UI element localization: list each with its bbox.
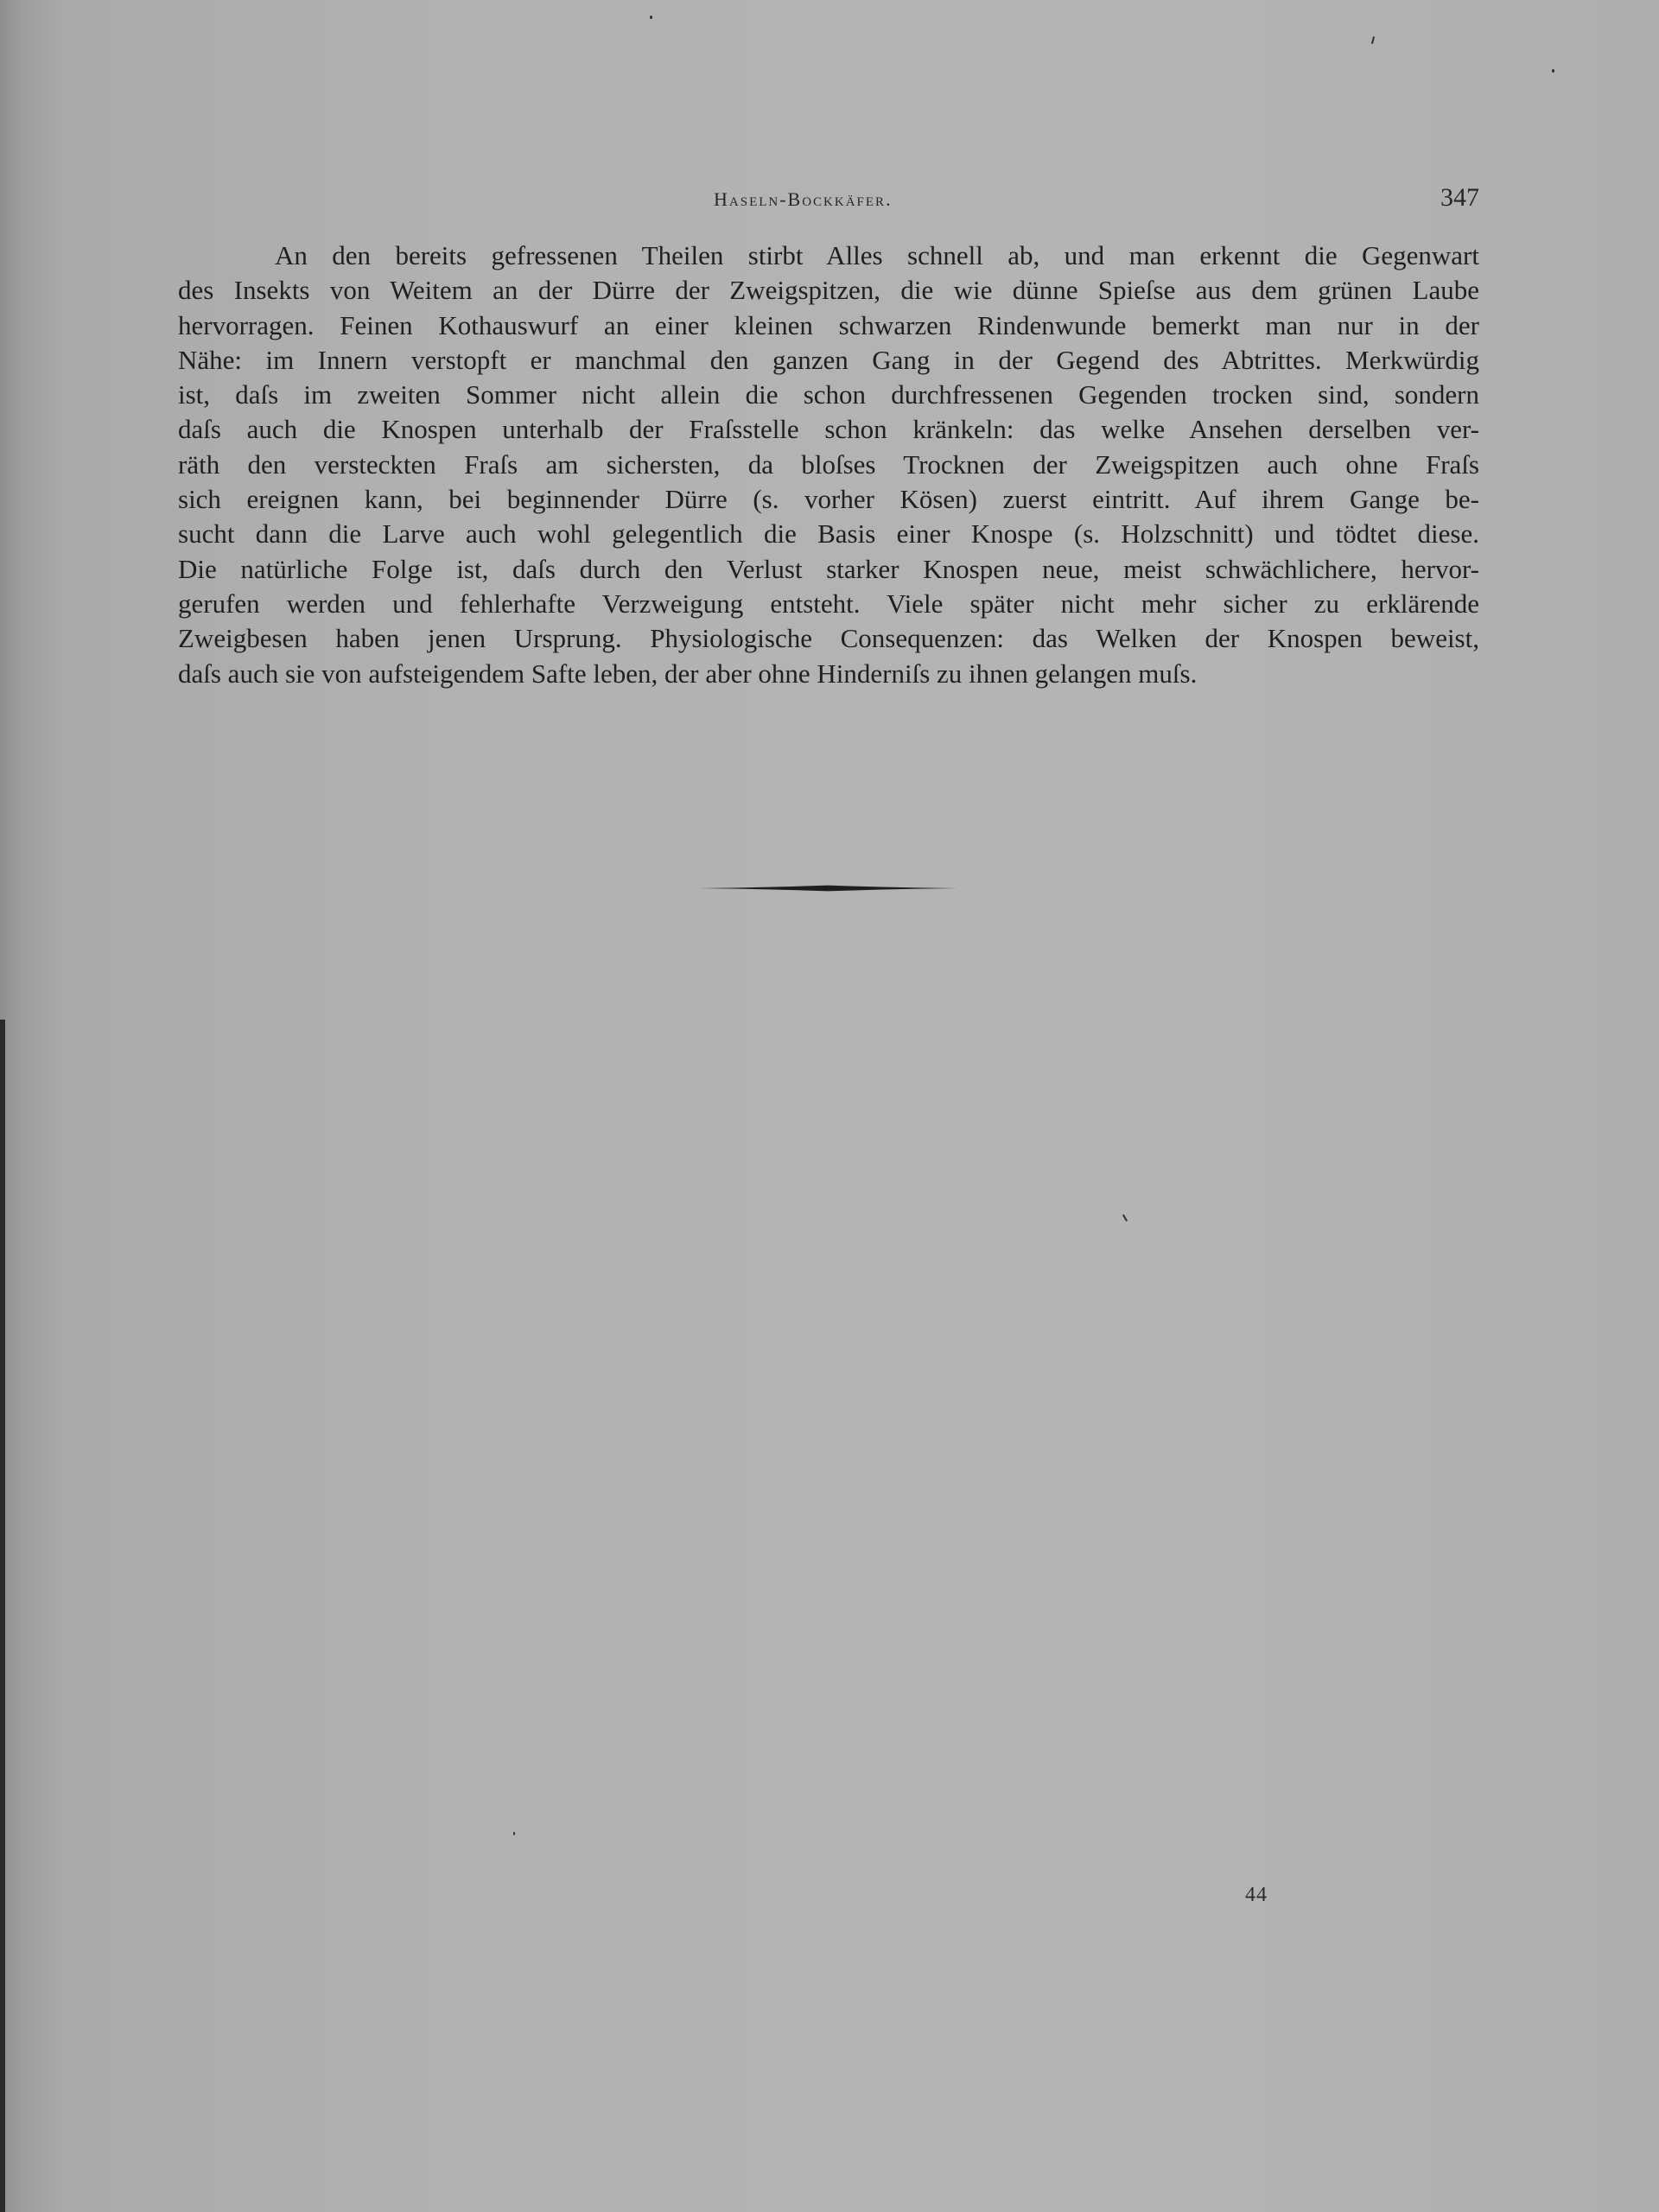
text-line: daſs auch die Knospen unterhalb der Fraſsstelle schon kränkeln: das welke Ansehen derselben ver- bbox=[178, 414, 1479, 445]
text-line: des Insekts von Weitem an der Dürre der Zweigspitzen, die wie dünne Spieſse aus dem grünen Laube bbox=[178, 275, 1479, 306]
page-number: 347 bbox=[1440, 183, 1479, 212]
running-head bbox=[178, 183, 1479, 218]
running-title: Haseln-Bockkäfer. bbox=[714, 188, 893, 210]
scan-speck bbox=[1371, 36, 1375, 44]
text-line: sich ereignen kann, bei beginnender Dürre (s. vorher Kösen) zuerst eintritt. Auf ihrem Gange be- bbox=[178, 484, 1479, 515]
page-binding-edge bbox=[0, 1020, 5, 2212]
text-line: räth den versteckten Fraſs am sichersten, da bloſses Trocknen der Zweigspitzen auch ohne Fraſs bbox=[178, 448, 1479, 480]
text-line: Zweigbesen haben jenen Ursprung. Physiologische Consequenzen: das Welken der Knospen beweist, bbox=[178, 623, 1479, 654]
scan-speck bbox=[513, 1832, 515, 1835]
text-line: Die natürliche Folge ist, daſs durch den Verlust starker Knospen neue, meist schwächlichere, hervor- bbox=[178, 553, 1479, 584]
text-line: daſs auch sie von aufsteigendem Safte leben, der aber ohne Hinderniſs zu ihnen gelangen muſs. bbox=[178, 658, 1198, 689]
text-line: An den bereits gefressenen Theilen stirbt Alles schnell ab, und man erkennt die Gegenwart bbox=[275, 240, 1479, 270]
section-end-rule bbox=[698, 884, 957, 893]
scan-speck bbox=[1122, 1214, 1128, 1222]
scan-speck bbox=[650, 16, 652, 19]
scan-speck bbox=[1552, 69, 1554, 73]
text-line: sucht dann die Larve auch wohl gelegentlich die Basis einer Knospe (s. Holzschnitt) und tödtet diese. bbox=[178, 518, 1479, 550]
text-line: ist, daſs im zweiten Sommer nicht allein die schon durchfressenen Gegenden trocken sind, sondern bbox=[178, 379, 1479, 410]
signature-mark: 44 bbox=[1245, 1884, 1268, 1906]
text-line: Nähe: im Innern verstopft er manchmal den ganzen Gang in der Gegend des Abtrittes. Merkwürdig bbox=[178, 344, 1479, 375]
text-line: hervorragen. Feinen Kothauswurf an einer kleinen schwarzen Rindenwunde bemerkt man nur in der bbox=[178, 309, 1479, 340]
text-line: gerufen werden und fehlerhafte Verzweigung entsteht. Viele später nicht mehr sicher zu erklärende bbox=[178, 588, 1479, 619]
body-paragraph bbox=[178, 238, 1479, 691]
